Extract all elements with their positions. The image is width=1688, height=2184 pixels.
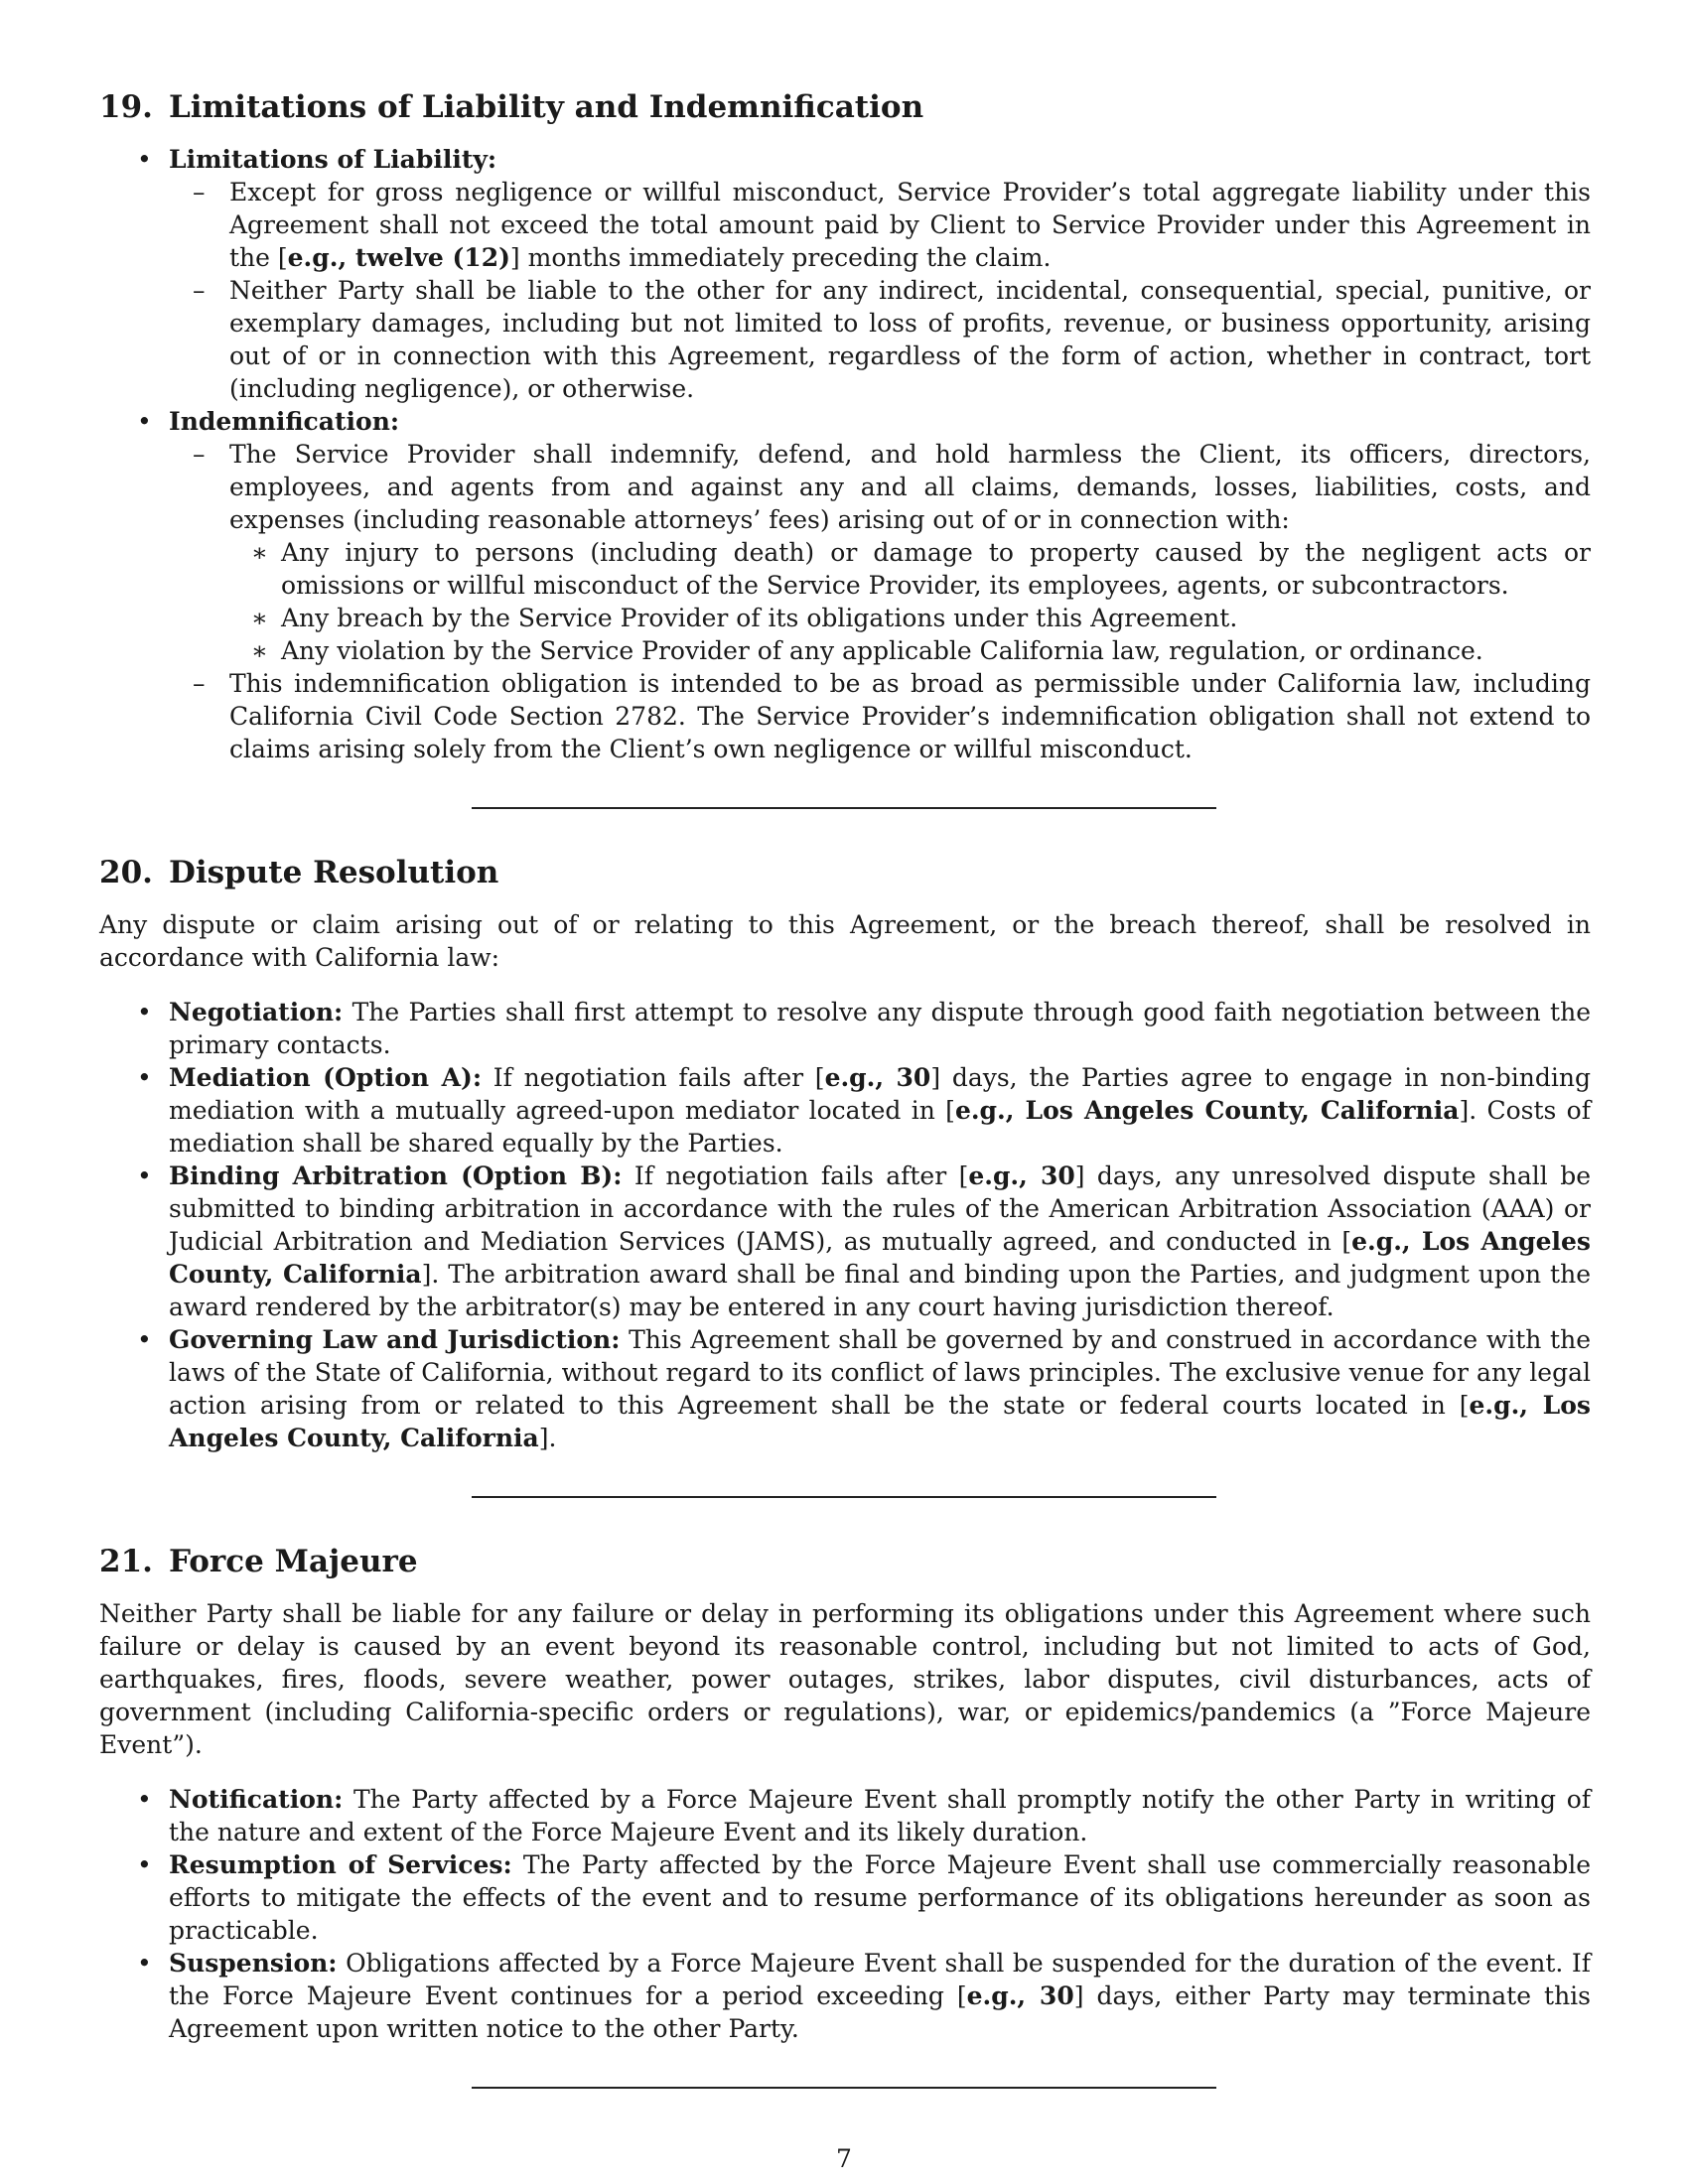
list-item-resumption xyxy=(99,1848,1591,1947)
item-label: Mediation (Option A): xyxy=(169,1063,483,1092)
item-label: Indemnification: xyxy=(169,407,400,436)
list-item xyxy=(169,176,1591,274)
section-intro: Any dispute or claim arising out of or relating to this Agreement, or the breach thereof, shall be resolved in accordance with California law: xyxy=(99,910,1591,972)
placeholder-value: e.g., 30 xyxy=(968,1161,1075,1190)
section-19-heading xyxy=(99,87,1591,127)
section-19 xyxy=(99,87,1591,765)
list-item-negotiation xyxy=(99,996,1591,1061)
text-run: Obligations affected by a Force Majeure Event shall be suspended for the duration of the event. If the Force Majeure Event continues for a period exceeding [ xyxy=(169,1949,1591,2010)
list-item: – This indemnification obligation is intended to be as broad as permissible under California law, including California Civil Code Section 2782. The Service Provider’s indemnification obligation shall not extend to claims arising solely from the Client’s own negligence or willful misconduct. xyxy=(169,667,1591,765)
item-label: Suspension: xyxy=(169,1949,338,1978)
list-item: ∗ Any breach by the Service Provider of its obligations under this Agreement. xyxy=(229,602,1591,634)
section-21-heading xyxy=(99,1542,1591,1581)
item-label: Binding Arbitration (Option B): xyxy=(169,1161,623,1190)
section-number: 21. xyxy=(99,1544,153,1579)
item-label: Notification: xyxy=(169,1785,344,1814)
item-label: Limitations of Liability: xyxy=(169,145,497,174)
placeholder-value: e.g., twelve (12) xyxy=(287,243,510,272)
list-item-indemnification xyxy=(99,405,1591,765)
item-label: Negotiation: xyxy=(169,998,344,1026)
list-item-suspension xyxy=(99,1947,1591,2045)
list-item xyxy=(169,438,1591,667)
item-label: Resumption of Services: xyxy=(169,1850,512,1879)
text-run: ] days, the Parties agree to engage in non-binding mediation with a mutually agreed-upon mediator located in [ xyxy=(169,1063,1591,1125)
section-20 xyxy=(99,853,1591,1454)
section-21-list xyxy=(99,1783,1591,2045)
text-run: The Party affected by the Force Majeure Event shall use commercially reasonable efforts to mitigate the effects of the event and to resume performance of its obligations hereunder as soon as practicable. xyxy=(169,1850,1591,1945)
placeholder-value: e.g., Los Angeles County, California xyxy=(169,1227,1591,1289)
section-divider xyxy=(472,2087,1216,2089)
item-label: Governing Law and Jurisdiction: xyxy=(169,1325,621,1354)
text-run: ]. Costs of mediation shall be shared equally by the Parties. xyxy=(169,1096,1591,1158)
text-run: ] days, either Party may terminate this Agreement upon written notice to the other Party. xyxy=(169,1981,1591,2043)
indemnification-sublist xyxy=(169,438,1591,765)
list-item: ∗ Any violation by the Service Provider of any applicable California law, regulation, or ordinance. xyxy=(229,634,1591,667)
text-run: ]. The arbitration award shall be final and binding upon the Parties, and judgment upon the award rendered by the arbitrator(s) may be entered in any court having jurisdiction thereof. xyxy=(169,1260,1591,1321)
text-run: The Parties shall first attempt to resolve any dispute through good faith negotiation between the primary contacts. xyxy=(169,998,1591,1059)
text-run: If negotiation fails after [ xyxy=(482,1063,825,1092)
list-item-arbitration xyxy=(99,1160,1591,1323)
text-run: The Party affected by a Force Majeure Event shall promptly notify the other Party in writing of the nature and extent of the Force Majeure Event and its likely duration. xyxy=(169,1785,1591,1846)
text-run: The Service Provider shall indemnify, defend, and hold harmless the Client, its officers, directors, employees, and agents from and against any and all claims, demands, losses, liabilities, costs, and expenses (including reasonable attorneys’ fees) arising out of or in connection with: xyxy=(229,440,1591,534)
text-run: ]. xyxy=(538,1424,557,1452)
section-title: Force Majeure xyxy=(168,1544,418,1579)
limitations-sublist xyxy=(169,176,1591,405)
section-divider xyxy=(472,807,1216,809)
section-20-heading xyxy=(99,853,1591,892)
section-number: 19. xyxy=(99,89,153,125)
list-item-governing-law xyxy=(99,1323,1591,1454)
section-title: Limitations of Liability and Indemnification xyxy=(168,89,924,125)
placeholder-value: e.g., Los Angeles County, California xyxy=(954,1096,1460,1125)
list-item-notification xyxy=(99,1783,1591,1848)
text-run: Except for gross negligence or willful misconduct, Service Provider’s total aggregate liability under this Agreement shall not exceed the total amount paid by Client to Service Provider under this Agreement in the [ xyxy=(229,178,1591,272)
section-number: 20. xyxy=(99,855,153,890)
list-item: ∗ Any injury to persons (including death) or damage to property caused by the negligent acts or omissions or willful misconduct of the Service Provider, its employees, agents, or subcontractors. xyxy=(229,536,1591,602)
placeholder-value: e.g., 30 xyxy=(824,1063,931,1092)
page-number: 7 xyxy=(836,2144,852,2173)
section-19-list xyxy=(99,143,1591,765)
list-item-mediation xyxy=(99,1061,1591,1160)
text-run: ] days, any unresolved dispute shall be submitted to binding arbitration in accordance with the rules of the American Arbitration Association (AAA) or Judicial Arbitration and Mediation Services (JAMS), as mutually agreed, and conducted in [ xyxy=(169,1161,1591,1256)
section-intro: Neither Party shall be liable for any failure or delay in performing its obligations under this Agreement where such failure or delay is caused by an event beyond its reasonable control, including but not limited to acts of God, earthquakes, fires, floods, severe weather, power outages, strikes, labor disputes, civil disturbances, acts of government (including California-specific orders or regulations), war, or epidemics/pandemics (a ”Force Majeure Event”). xyxy=(99,1599,1591,1759)
section-20-list xyxy=(99,996,1591,1454)
section-21 xyxy=(99,1542,1591,2045)
list-item-limitations xyxy=(99,143,1591,405)
document-page xyxy=(99,87,1591,2132)
list-item: – Neither Party shall be liable to the other for any indirect, incidental, consequential, special, punitive, or exemplary damages, including but not limited to loss of profits, revenue, or business opportunity, arising out of or in connection with this Agreement, regardless of the form of action, whether in contract, tort (including negligence), or otherwise. xyxy=(169,274,1591,405)
section-title: Dispute Resolution xyxy=(168,855,499,890)
placeholder-value: e.g., Los Angeles County, California xyxy=(169,1391,1591,1452)
text-run: This Agreement shall be governed by and construed in accordance with the laws of the State of California, without regard to its conflict of laws principles. The exclusive venue for any legal action arising from or related to this Agreement shall be the state or federal courts located in [ xyxy=(169,1325,1591,1420)
text-run: If negotiation fails after [ xyxy=(622,1161,969,1190)
placeholder-value: e.g., 30 xyxy=(966,1981,1074,2010)
text-run: ] months immediately preceding the claim. xyxy=(509,243,1052,272)
indemnification-subsublist xyxy=(229,536,1591,667)
section-divider xyxy=(472,1496,1216,1498)
